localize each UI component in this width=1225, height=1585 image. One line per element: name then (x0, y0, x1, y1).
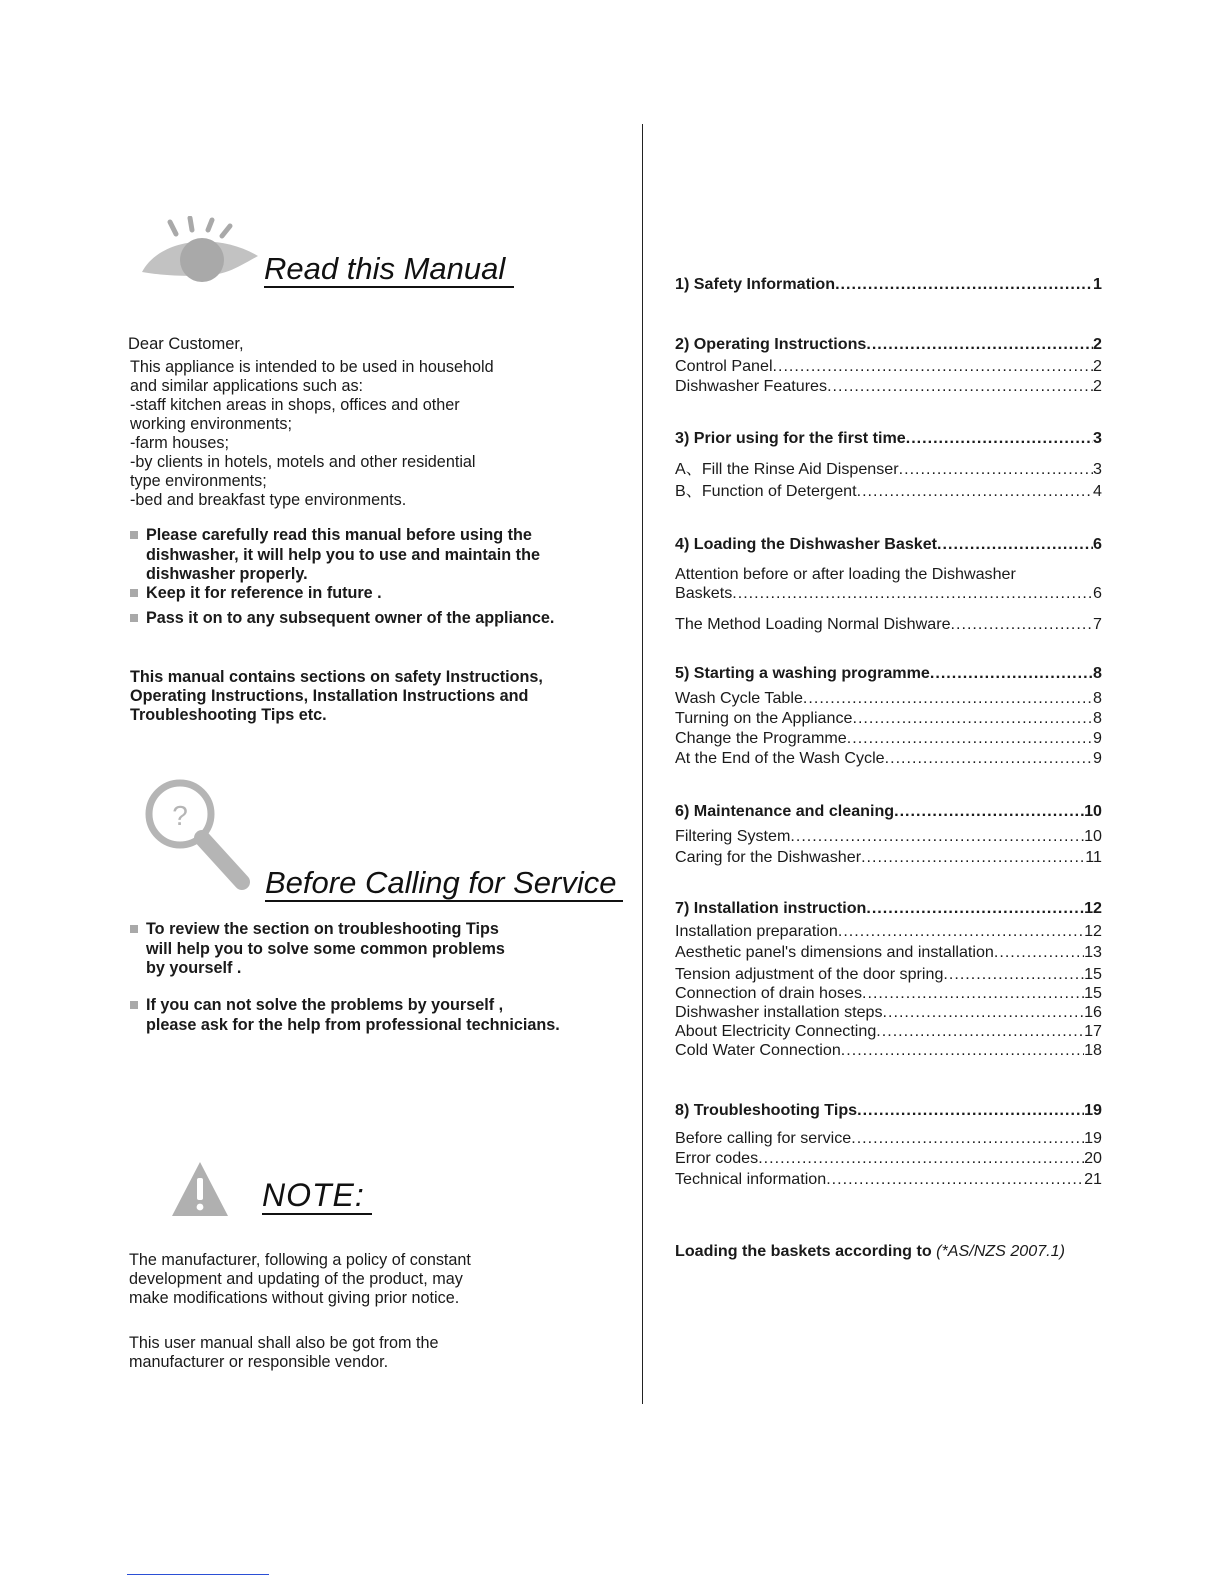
bullet-item (130, 526, 540, 585)
toc-page-number: 3 (1093, 460, 1102, 478)
warning-icon (170, 1160, 230, 1218)
service-heading: Before Calling for Service (265, 867, 623, 902)
note-line: make modifications without giving prior notice. (129, 1289, 460, 1307)
toc-page-number: 4 (1093, 482, 1102, 500)
loading-note-text: Loading the baskets according to (675, 1242, 937, 1260)
bullet-line: Pass it on to any subsequent owner of the appliance. (146, 609, 555, 627)
intro-line: -by clients in hotels, motels and other residential (130, 453, 476, 471)
magnifier-icon (144, 778, 254, 896)
toc-label: Caring for the Dishwasher (675, 848, 862, 866)
bullet-item (130, 920, 505, 979)
toc-entry (675, 1041, 1102, 1060)
toc-label: Baskets (675, 584, 733, 602)
toc-section (675, 535, 1102, 554)
toc-label: Attention before or after loading the Dishwasher (675, 565, 1016, 583)
toc-label: B、Function of Detergent (675, 482, 857, 500)
toc-page-number: 15 (1084, 965, 1102, 983)
contents-line: Operating Instructions, Installation Instructions and (130, 687, 529, 705)
toc-page-number: 2 (1093, 357, 1102, 375)
toc-label: About Electricity Connecting (675, 1022, 877, 1040)
toc-leader (857, 1101, 1084, 1120)
toc-label: A、Fill the Rinse Aid Dispenser (675, 460, 899, 478)
toc-page-number: 2 (1093, 335, 1102, 353)
toc-leader (847, 729, 1093, 748)
toc-entry (675, 455, 1102, 479)
toc-entry (675, 749, 1102, 768)
bullet-line: If you can not solve the problems by yourself , (146, 996, 504, 1014)
toc-leader (883, 1003, 1085, 1022)
toc-page-number: 8 (1093, 664, 1102, 682)
toc-leader (758, 1149, 1084, 1168)
toc-leader (790, 827, 1084, 846)
toc-section (675, 899, 1102, 918)
intro-line: -farm houses; (130, 434, 229, 452)
toc-label: Change the Programme (675, 729, 847, 747)
bullet-item (130, 609, 554, 629)
contents-line: Troubleshooting Tips etc. (130, 706, 327, 724)
toc-label: 7) Installation instruction (675, 899, 867, 917)
toc-page-number: 15 (1084, 984, 1102, 1002)
toc-page-number: 20 (1084, 1149, 1102, 1167)
toc-label: 1) Safety Information (675, 275, 836, 293)
toc-label: Dishwasher Features (675, 377, 828, 395)
bullet-line: To review the section on troubleshooting Tips (146, 920, 499, 938)
toc-entry (675, 848, 1102, 867)
toc-leader (866, 899, 1084, 918)
toc-page-number: 21 (1084, 1170, 1102, 1188)
loading-note-reference: (*AS/NZS 2007.1) (936, 1242, 1065, 1260)
toc-entry (675, 477, 1102, 501)
toc-page-number: 6 (1093, 584, 1102, 602)
toc-label: Aesthetic panel's dimensions and installation (675, 943, 994, 961)
toc-page-number: 2 (1093, 377, 1102, 395)
toc-page-number: 18 (1084, 1041, 1102, 1059)
toc-page-number: 13 (1084, 943, 1102, 961)
toc-section (675, 802, 1102, 821)
toc-label: Turning on the Appliance (675, 709, 853, 727)
toc-leader (876, 1022, 1084, 1041)
toc-label: 5) Starting a washing programme (675, 664, 930, 682)
toc-page-number: 19 (1084, 1129, 1102, 1147)
dear-customer: Dear Customer, (128, 335, 244, 353)
toc-leader (937, 535, 1093, 554)
toc-label: Tension adjustment of the door spring (675, 965, 944, 983)
toc-label: Control Panel (675, 357, 773, 375)
toc-entry (675, 1129, 1102, 1148)
toc-page-number: 8 (1093, 689, 1102, 707)
bullet-line: by yourself . (146, 959, 242, 977)
vendor-line: manufacturer or responsible vendor. (129, 1353, 389, 1371)
toc-section (675, 664, 1102, 683)
toc-leader (803, 689, 1093, 708)
toc-page-number: 3 (1093, 429, 1102, 447)
toc-leader (852, 709, 1093, 728)
intro-line: -staff kitchen areas in shops, offices and other (130, 396, 460, 414)
toc-entry (675, 377, 1102, 396)
toc-label: Error codes (675, 1149, 759, 1167)
toc-label: Connection of drain hoses (675, 984, 862, 1002)
toc-leader (894, 802, 1084, 821)
bullet-line: Please carefully read this manual before using the (146, 526, 532, 544)
toc-page-number: 12 (1084, 922, 1102, 940)
bullet-line: Keep it for reference in future . (146, 584, 382, 602)
bullet-item (130, 584, 382, 604)
toc-leader (857, 482, 1093, 501)
toc-label: Installation preparation (675, 922, 838, 940)
toc-leader (841, 1041, 1084, 1060)
toc-entry (675, 615, 1102, 634)
toc-label: 6) Maintenance and cleaning (675, 802, 895, 820)
toc-label: Filtering System (675, 827, 791, 845)
toc-entry (675, 827, 1102, 846)
read-manual-heading: Read this Manual (264, 253, 514, 288)
loading-note (675, 1242, 1065, 1261)
intro-text (130, 358, 494, 510)
toc-page-number: 9 (1093, 729, 1102, 747)
toc-entry (675, 965, 1102, 984)
toc-entry (675, 584, 1102, 603)
column-divider (642, 124, 643, 1404)
toc-leader (885, 749, 1093, 768)
toc-page-number: 1 (1093, 275, 1102, 293)
bullet-square-icon (130, 589, 138, 597)
toc-leader (943, 965, 1084, 984)
toc-entry (675, 689, 1102, 708)
toc-section (675, 1101, 1102, 1120)
toc-label: The Method Loading Normal Dishware (675, 615, 951, 633)
toc-page-number: 9 (1093, 749, 1102, 767)
bullet-line: dishwasher, it will help you to use and maintain the (146, 545, 540, 564)
toc-entry (675, 922, 1102, 941)
toc-page-number: 16 (1084, 1003, 1102, 1021)
intro-line: working environments; (130, 415, 292, 433)
manual-contents-text (130, 668, 543, 725)
toc-leader (826, 1170, 1084, 1189)
toc-entry (675, 1149, 1102, 1168)
intro-line: This appliance is intended to be used in household (130, 358, 494, 376)
toc-page-number: 10 (1084, 827, 1102, 845)
toc-label: 2) Operating Instructions (675, 335, 867, 353)
toc-leader (827, 377, 1093, 396)
toc-page-number: 17 (1084, 1022, 1102, 1040)
toc-page-number: 7 (1093, 615, 1102, 633)
toc-page-number: 19 (1084, 1101, 1102, 1119)
toc-leader (835, 275, 1093, 294)
toc-entry (675, 984, 1102, 1003)
toc-leader (951, 615, 1094, 634)
toc-entry (675, 1022, 1102, 1041)
contents-line: This manual contains sections on safety Instructions, (130, 668, 543, 686)
toc-label: 3) Prior using for the first time (675, 429, 906, 447)
toc-label: Technical information (675, 1170, 827, 1188)
toc-entry (675, 1003, 1102, 1022)
toc-page-number: 10 (1084, 802, 1102, 820)
toc-section (675, 429, 1102, 448)
toc-section (675, 275, 1102, 294)
toc-leader (861, 848, 1085, 867)
toc-leader (866, 335, 1093, 354)
bullet-line: will help you to solve some common problems (146, 939, 505, 958)
bullet-item (130, 996, 560, 1035)
toc-page-number: 12 (1084, 899, 1102, 917)
eye-icon (140, 216, 260, 292)
note-line: development and updating of the product, may (129, 1270, 463, 1288)
toc-entry (675, 565, 1102, 584)
bullet-square-icon (130, 1001, 138, 1009)
toc-entry (675, 357, 1102, 376)
note-line: The manufacturer, following a policy of constant (129, 1251, 471, 1269)
toc-section (675, 335, 1102, 354)
toc-leader (906, 429, 1093, 448)
toc-label: 8) Troubleshooting Tips (675, 1101, 858, 1119)
toc-page-number: 11 (1085, 848, 1102, 866)
vendor-text (129, 1334, 439, 1372)
toc-leader (732, 584, 1093, 603)
svg-text:?: ? (172, 800, 188, 831)
intro-line: type environments; (130, 472, 267, 490)
vendor-line: This user manual shall also be got from the (129, 1334, 439, 1352)
toc-entry (675, 1170, 1102, 1189)
intro-line: -bed and breakfast type environments. (130, 491, 407, 509)
bullet-square-icon (130, 614, 138, 622)
toc-label: At the End of the Wash Cycle (675, 749, 885, 767)
bullet-line: dishwasher properly. (146, 565, 308, 583)
toc-leader (930, 664, 1093, 683)
toc-label: Dishwasher installation steps (675, 1003, 883, 1021)
toc-leader (862, 984, 1084, 1003)
toc-label: Before calling for service (675, 1129, 852, 1147)
toc-page-number: 6 (1093, 535, 1102, 553)
note-heading: NOTE: (262, 1179, 372, 1215)
toc-entry (675, 943, 1102, 962)
bullet-line: please ask for the help from professional technicians. (146, 1015, 560, 1034)
toc-leader (838, 922, 1084, 941)
toc-label: Wash Cycle Table (675, 689, 803, 707)
toc-entry (675, 709, 1102, 728)
note-text (129, 1251, 471, 1308)
toc-page-number: 8 (1093, 709, 1102, 727)
toc-leader (994, 943, 1084, 962)
toc-leader (851, 1129, 1084, 1148)
footer-rule (127, 1574, 269, 1575)
toc-label: Cold Water Connection (675, 1041, 841, 1059)
bullet-square-icon (130, 531, 138, 539)
intro-line: and similar applications such as: (130, 377, 364, 395)
bullet-square-icon (130, 925, 138, 933)
toc-label: 4) Loading the Dishwasher Basket (675, 535, 938, 553)
toc-entry (675, 729, 1102, 748)
toc-leader (773, 357, 1094, 376)
